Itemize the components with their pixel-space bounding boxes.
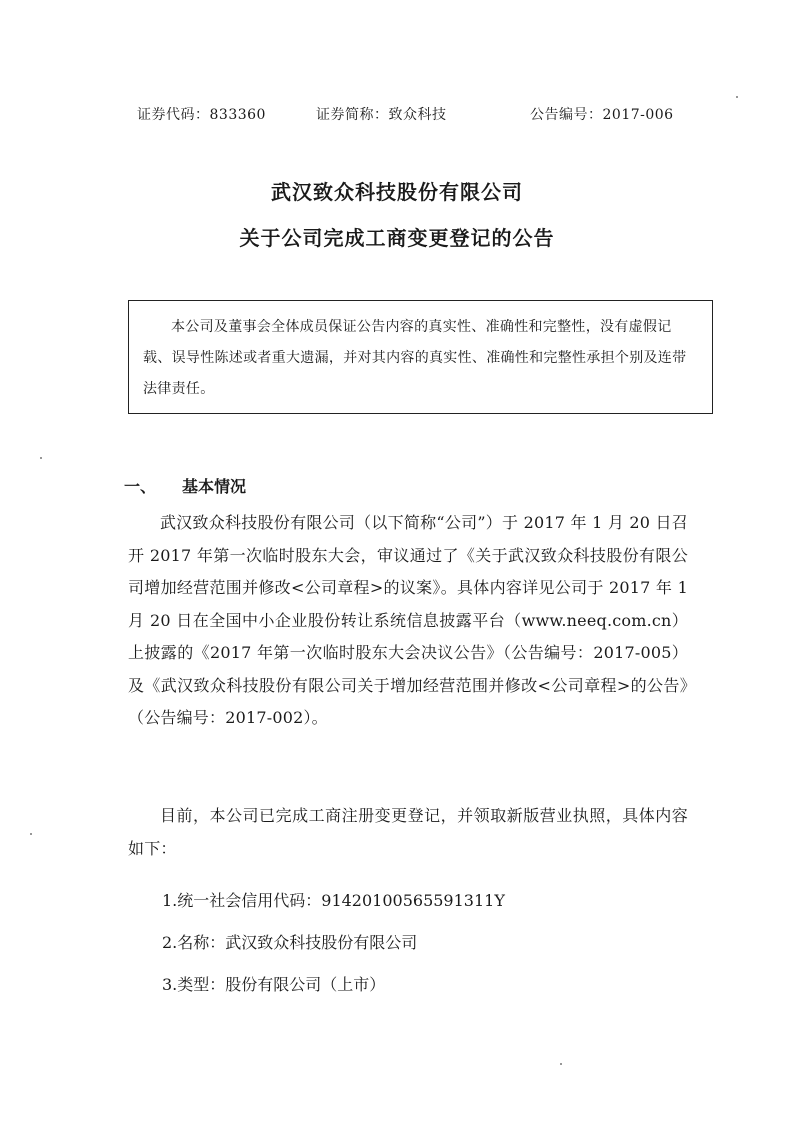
notice-title: 关于公司完成工商变更登记的公告	[239, 226, 555, 250]
list-item: 2.名称：武汉致众科技股份有限公司	[162, 933, 418, 952]
stock-name: 证券简称：致众科技	[316, 107, 447, 123]
notice-number: 公告编号：2017-006	[530, 107, 674, 123]
section-title: 基本情况	[182, 477, 247, 496]
scan-speck	[40, 457, 42, 459]
section-number: 一、	[124, 477, 157, 496]
declaration-text: 本公司及董事会全体成员保证公告内容的真实性、准确性和完整性，没有虚假记载、误导性陈述或者重大遗漏，并对其内容的真实性、准确性和完整性承担个别及连带法律责任。	[143, 319, 687, 397]
scan-speck	[560, 1063, 562, 1065]
body-paragraph: 武汉致众科技股份有限公司（以下简称“公司”）于 2017 年 1 月 20 日召开 2017 年第一次临时股东大会，审议通过了《关于武汉致众科技股份有限公司增加经营范围并修改<公司章程>的议案》。具体内容详见公司于 2017 年 1 月 20 日在全国中小企业股份转让系统信息披露平台（www.neeq.com.cn）上披露的《2017 年第一次临时股东大会决议公告》（公告编号：2017-005）及《武汉致众科技股份有限公司关于增加经营范围并修改<公司章程>的公告》（公告编号：2017-002）。	[128, 513, 688, 727]
stock-code: 证券代码：833360	[137, 107, 266, 123]
list-item: 3.类型：股份有限公司（上市）	[162, 975, 386, 994]
company-title: 武汉致众科技股份有限公司	[271, 180, 523, 204]
body-paragraph: 目前，本公司已完成工商注册变更登记，并领取新版营业执照，具体内容如下：	[128, 806, 688, 858]
section-heading	[124, 474, 246, 497]
document-header	[0, 104, 794, 126]
scan-speck	[30, 833, 32, 835]
declaration-box	[128, 300, 713, 414]
scan-speck	[736, 96, 738, 98]
list-item: 1.统一社会信用代码：91420100565591311Y	[162, 891, 505, 910]
